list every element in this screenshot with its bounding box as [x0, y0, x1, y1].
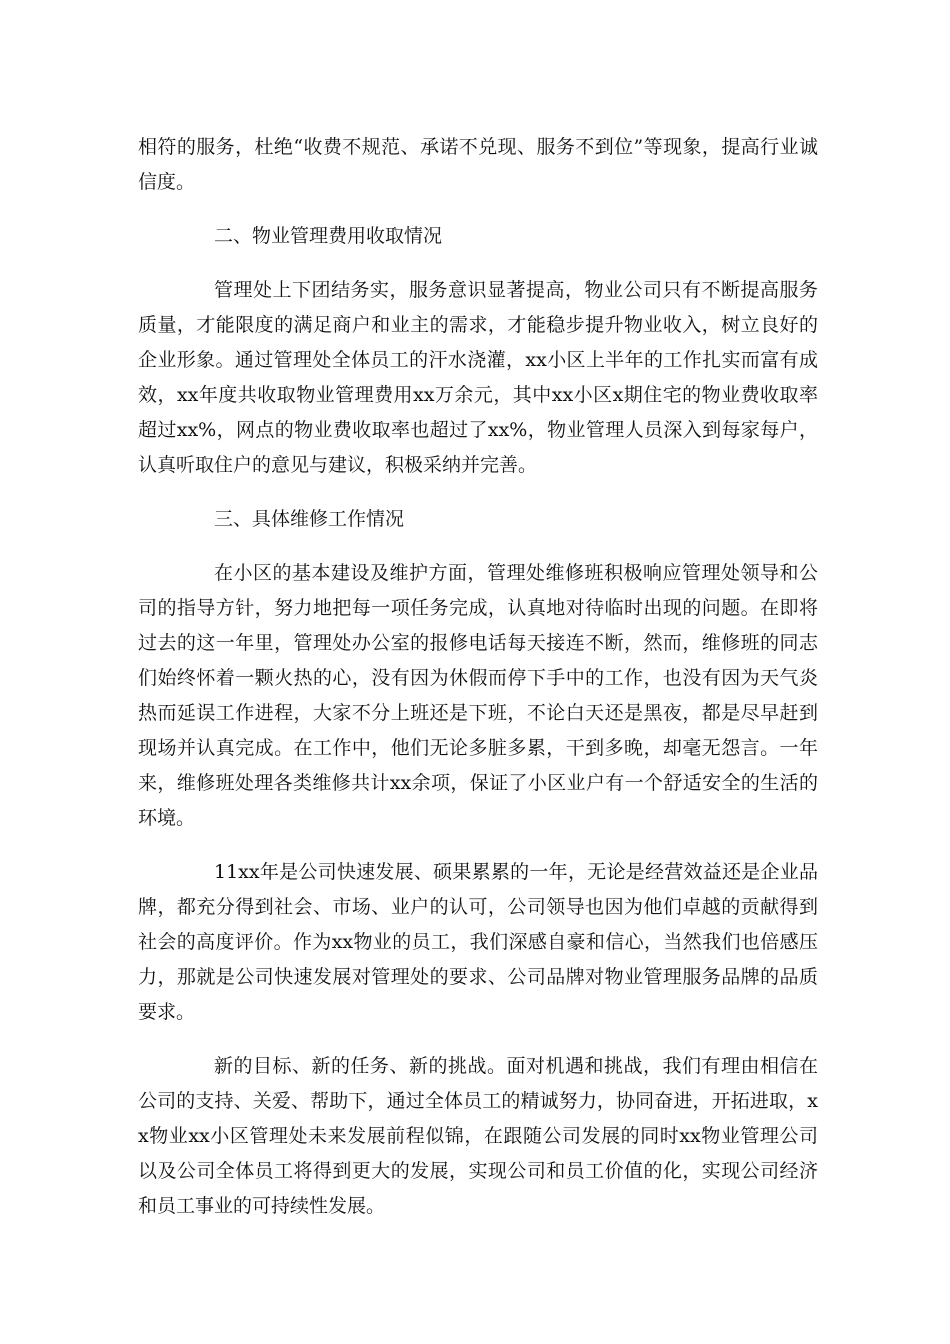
paragraph-maintenance: 在小区的基本建设及维护方面，管理处维修班积极响应管理处领导和公司的指导方针，努力地把每一项任务完成，认真地对待临时出现的问题。在即将过去的这一年里，管理处办公室的报修电话每天接连不断，然而，维修班的同志们始终怀着一颗火热的心，没有因为休假而停下手中的工作，也没有因为天气炎热而延误工作进程，大家不分上班还是下班，不论白天还是黑夜，都是尽早赶到现场并认真完成。在工作中，他们无论多脏多累，干到多晚，却毫无怨言。一年来，维修班处理各类维修共计xx余项，保证了小区业户有一个舒适安全的生活的环境。 [138, 562, 818, 829]
paragraph-continuation: 相符的服务，杜绝“收费不规范、承诺不兑现、服务不到位”等现象，提高行业诚信度。 [138, 136, 818, 193]
section-heading-fee-collection: 二、物业管理费用收取情况 [214, 225, 443, 247]
section-heading-maintenance: 三、具体维修工作情况 [214, 508, 405, 530]
paragraph-company-development: 11xx年是公司快速发展、硕果累累的一年，无论是经营效益还是企业品牌，都充分得到社会、市场、业户的认可，公司领导也因为他们卓越的贡献得到社会的高度评价。作为xx物业的员工，我们深感自豪和信心，当然我们也倍感压力，那就是公司快速发展对管理处的要求、公司品牌对物业管理服务品牌的品质要求。 [138, 861, 818, 1023]
paragraph-fee-collection: 管理处上下团结务实，服务意识显著提高，物业公司只有不断提高服务质量，才能限度的满足商户和业主的需求，才能稳步提升物业收入，树立良好的企业形象。通过管理处全体员工的汗水浇灌，xx小区上半年的工作扎实而富有成效，xx年度共收取物业管理费用xx万余元，其中xx小区x期住宅的物业费收取率超过xx%，网点的物业费收取率也超过了xx%，物业管理人员深入到每家每户，认真听取住户的意见与建议，积极采纳并完善。 [138, 279, 818, 476]
document-body [138, 130, 818, 1224]
paragraph-new-goals: 新的目标、新的任务、新的挑战。面对机遇和挑战，我们有理由相信在公司的支持、关爱、帮助下，通过全体员工的精诚努力，协同奋进，开拓进取，xx物业xx小区管理处未来发展前程似锦，在跟随公司发展的同时xx物业管理公司以及公司全体员工将得到更大的发展，实现公司和员工价值的化，实现公司经济和员工事业的可持续性发展。 [138, 1055, 818, 1217]
